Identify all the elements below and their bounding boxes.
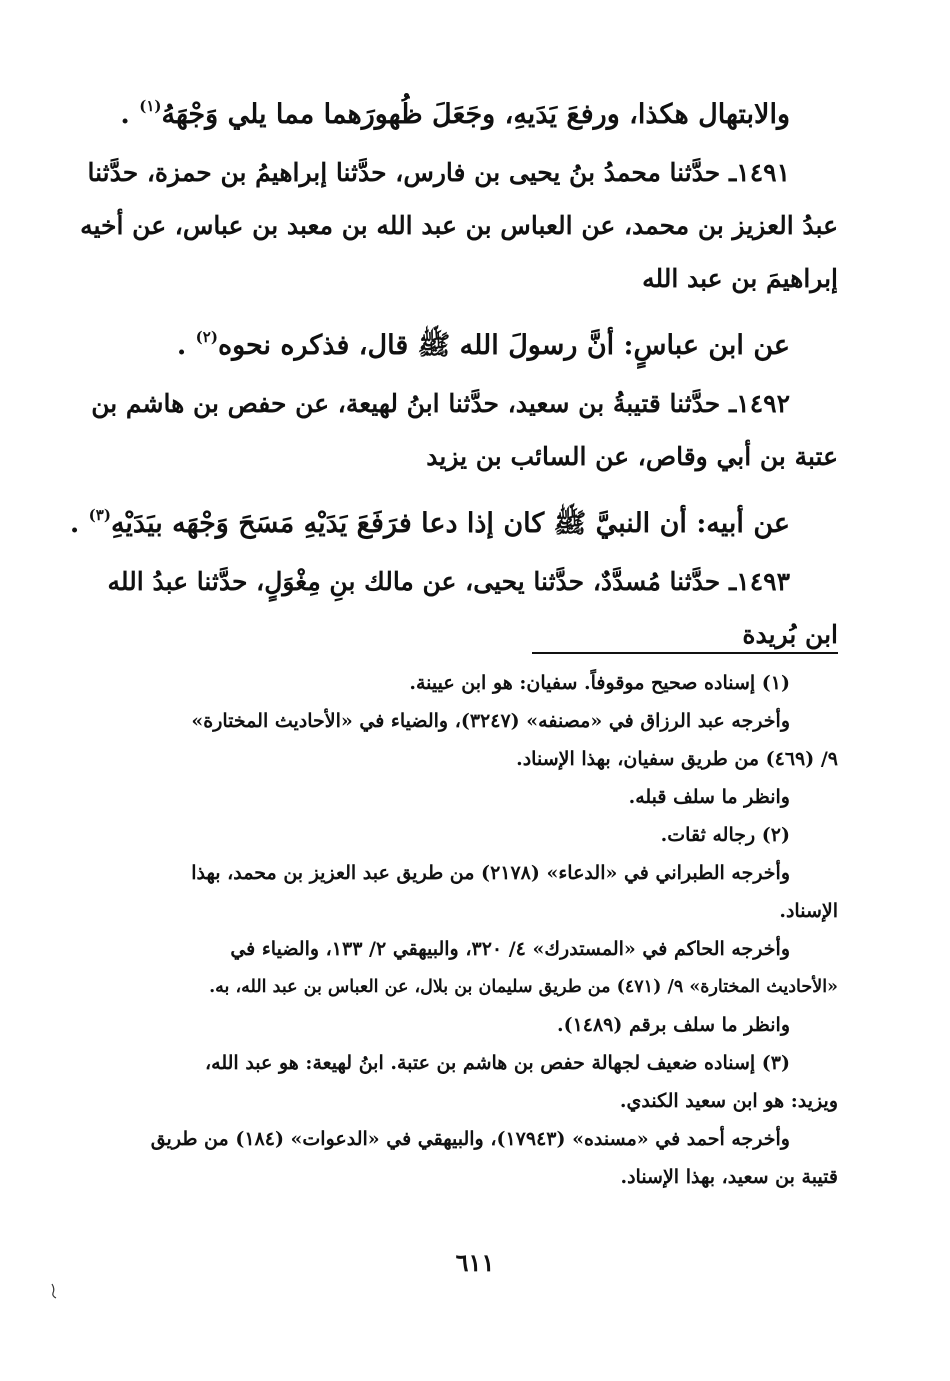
footnote-line: الإسناد.	[779, 900, 838, 922]
footnote-line: وانظر ما سلف قبله.	[628, 786, 790, 808]
footnote-line: وأخرجه الطبراني في «الدعاء» (٢١٧٨) من طريق عبد العزيز بن محمد، بهذا	[191, 862, 790, 884]
text-line: إبراهيمَ بن عبد الله	[642, 264, 838, 293]
text-span: .	[120, 99, 140, 130]
footnote-line: وأخرجه عبد الرزاق في «مصنفه» (٣٢٤٧)، والضياء في «الأحاديث المختارة»	[191, 710, 790, 732]
hadith-1493-isnad	[107, 564, 838, 653]
footnote-3: (٣) إسناده ضعيف لجهالة حفص بن هاشم بن عتبة. ابنُ لهيعة: هو عبد الله،	[205, 1052, 790, 1074]
text-span: .	[176, 330, 196, 361]
footnote-1: (١) إسناده صحيح موقوفاً. سفيان: هو ابن عيينة.	[409, 672, 790, 694]
footnote-line: قتيبة بن سعيد، بهذا الإسناد.	[620, 1166, 838, 1188]
text-line: ١٤٩١ـ حدَّثنا محمدُ بنُ يحيى بن فارس، حدَّثنا إبراهيمُ بن حمزة، حدَّثنا	[87, 158, 790, 187]
footnote-ref-1[interactable]: (١)	[139, 97, 162, 115]
hadith-1491-isnad	[80, 155, 838, 297]
text-line	[112, 88, 838, 133]
text-line: عتبة بن أبي وقاص، عن السائب بن يزيد	[426, 442, 838, 471]
text-span: عن أبيه: أن النبيَّ ﷺ كان إذا دعا فرَفَعَ يَدَيْهِ مَسَحَ وَجْهَه بيَدَيْهِ	[110, 508, 790, 539]
footnote-ref-3[interactable]: (٣)	[88, 506, 111, 524]
text-line: ١٤٩٢ـ حدَّثنا قتيبةُ بن سعيد، حدَّثنا ابنُ لهيعة، عن حفص بن هاشم بن	[91, 389, 790, 418]
text-span: والابتهال هكذا، ورفعَ يَدَيهِ، وجَعَلَ ظُهورَهما مما يلي وَجْهَهُ	[161, 99, 790, 130]
text-line: ابن بُريدة	[742, 620, 838, 649]
footnote-divider	[532, 652, 838, 654]
footnote-line: «الأحاديث المختارة» ٩/ (٤٧١) من طريق سليمان بن بلال، عن العباس بن عبد الله، به.	[209, 977, 838, 997]
scan-speck-icon	[50, 1283, 58, 1299]
page-number: ٦١١	[455, 1248, 495, 1277]
main-text	[69, 88, 838, 675]
footnote-line: وأخرجه الحاكم في «المستدرك» ٤/ ٣٢٠، والبيهقي ٢/ ١٣٣، والضياء في	[230, 938, 790, 960]
text-span: .	[69, 508, 89, 539]
text-span: عن ابن عباسٍ: أنَّ رسولَ الله ﷺ قال، فذكره نحوه	[217, 330, 790, 361]
text-line	[112, 319, 838, 364]
continuation-paragraph	[112, 88, 838, 133]
footnotes	[112, 670, 838, 1202]
hadith-1492-isnad	[91, 386, 838, 475]
footnote-line: ٩/ (٤٦٩) من طريق سفيان، بهذا الإسناد.	[516, 748, 838, 770]
text-line: ١٤٩٣ـ حدَّثنا مُسدَّدٌ، حدَّثنا يحيى، عن مالك بنِ مِغْوَلٍ، حدَّثنا عبدُ الله	[107, 567, 790, 596]
text-line	[69, 497, 838, 542]
hadith-1491-text	[112, 319, 838, 364]
footnote-ref-2[interactable]: (٢)	[195, 328, 218, 346]
text-line: عبدُ العزيز بن محمد، عن العباس بن عبد الله بن معبد بن عباس، عن أخيه	[80, 211, 838, 240]
footnote-2: (٢) رجاله ثقات.	[660, 824, 790, 846]
footnote-line: وانظر ما سلف برقم (١٤٨٩).	[556, 1014, 790, 1036]
footnote-line: ويزيد: هو ابن سعيد الكندي.	[619, 1090, 838, 1112]
footnote-line: وأخرجه أحمد في «مسنده» (١٧٩٤٣)، والبيهقي في «الدعوات» (١٨٤) من طريق	[150, 1128, 790, 1150]
hadith-1492-text	[69, 497, 838, 542]
